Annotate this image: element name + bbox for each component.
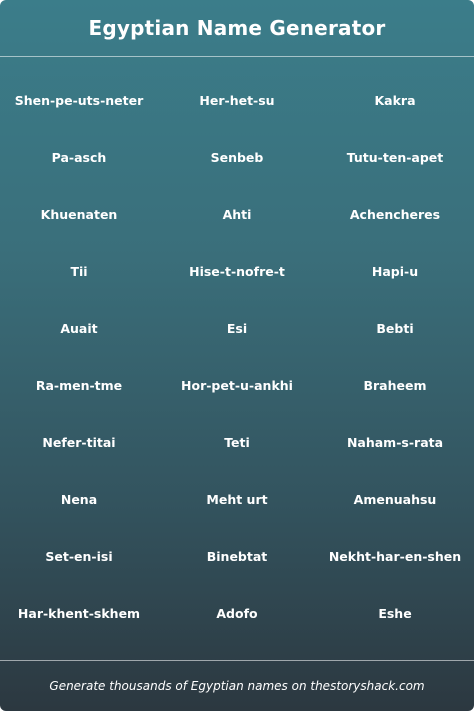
page-title: Egyptian Name Generator [88,16,386,40]
name-item: Naham-s-rata [346,435,444,450]
name-item: Khuenaten [40,207,118,222]
name-item: Tii [70,264,88,279]
name-item: Ra-men-tme [35,378,123,393]
name-item: Amenuahsu [353,492,437,507]
name-item: Tutu-ten-apet [346,150,444,165]
name-item: Nekht-har-en-shen [328,549,462,564]
name-item: Nena [60,492,98,507]
name-item: Har-khent-skhem [17,606,141,621]
name-item: Meht urt [206,492,268,507]
name-item: Binebtat [206,549,268,564]
name-item: Teti [224,435,250,450]
name-item: Achencheres [349,207,441,222]
name-item: Hor-pet-u-ankhi [181,378,293,393]
name-item: Shen-pe-uts-neter [14,93,144,108]
name-item: Kakra [374,93,416,108]
name-item: Eshe [378,606,412,621]
footer [0,660,474,711]
names-grid [0,72,474,642]
name-item: Her-het-su [199,93,275,108]
header [0,0,474,57]
footer-credit: Generate thousands of Egyptian names on thestoryshack.com [49,679,425,693]
name-item: Auait [60,321,98,336]
name-item: Adofo [216,606,258,621]
name-item: Pa-asch [51,150,107,165]
name-item: Senbeb [210,150,264,165]
name-item: Hapi-u [371,264,419,279]
name-item: Nefer-titai [42,435,116,450]
name-item: Ahti [222,207,252,222]
name-item: Bebti [376,321,414,336]
name-item: Set-en-isi [45,549,113,564]
name-item: Hise-t-nofre-t [189,264,285,279]
name-item: Braheem [363,378,427,393]
name-item: Esi [226,321,248,336]
